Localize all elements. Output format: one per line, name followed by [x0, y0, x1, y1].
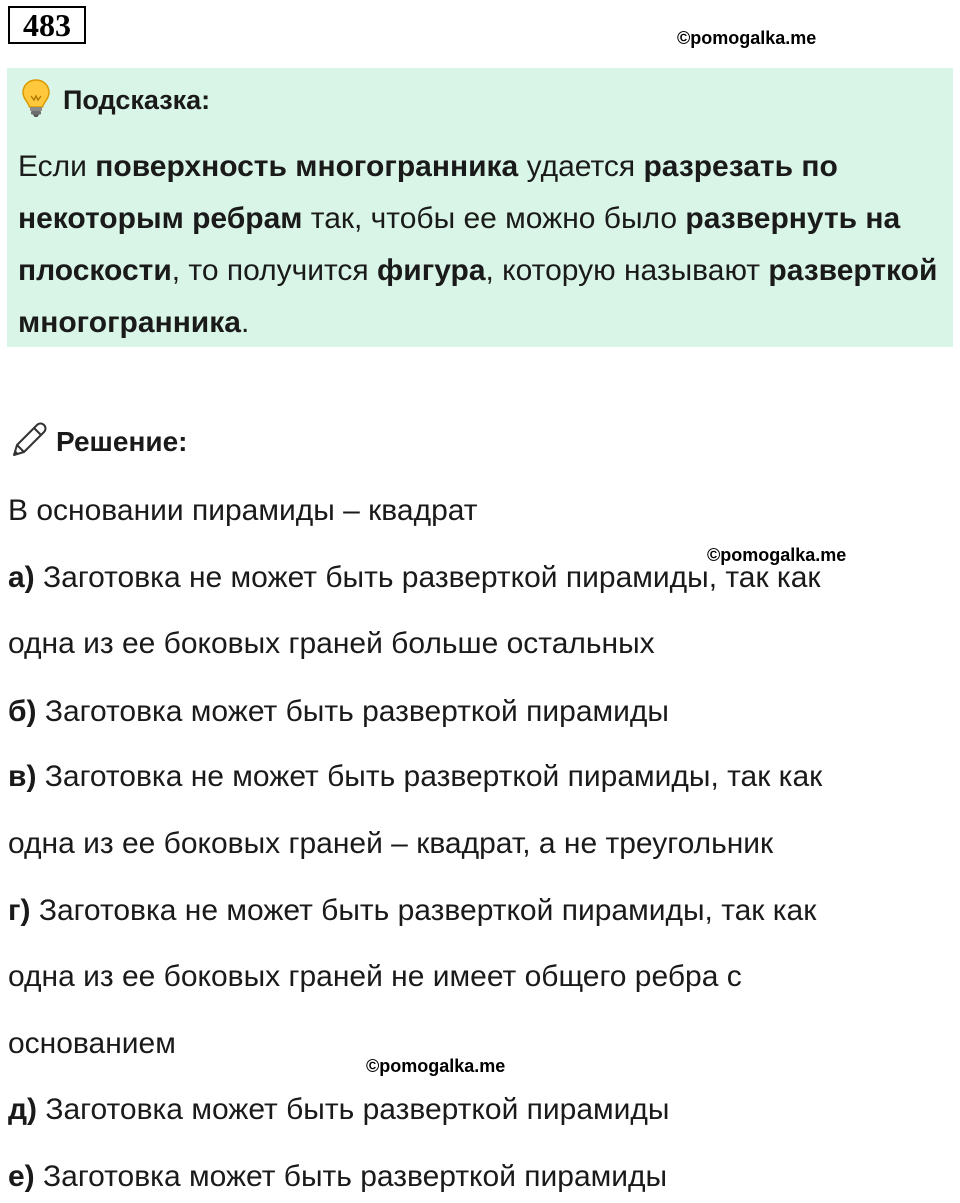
hint-text-segment: так, чтобы ее можно было — [302, 202, 686, 235]
hint-header — [21, 80, 210, 120]
item-text: Заготовка может быть разверткой пирамиды — [37, 1093, 670, 1126]
item-label: д) — [8, 1093, 38, 1126]
item-b — [8, 697, 669, 727]
item-g-line1 — [8, 896, 816, 926]
watermark: ©pomogalka.me — [707, 545, 847, 565]
hint-bold-term: разрезать по некоторым ребрам — [18, 150, 838, 235]
solution-intro: В основании пирамиды – квадрат — [8, 494, 478, 527]
item-text: Заготовка может быть разверткой пирамиды — [34, 1160, 668, 1193]
item-d — [8, 1095, 669, 1125]
hint-title: Подсказка: — [63, 84, 211, 115]
solution-title: Решение: — [56, 426, 188, 457]
hint-text-segment: удается — [518, 150, 644, 183]
hint-text-segment: . — [240, 306, 250, 339]
item-e — [8, 1162, 667, 1192]
hint-text-segment: Если — [18, 150, 96, 183]
item-g-line3: основанием — [8, 1027, 176, 1060]
item-a-line1 — [8, 563, 821, 593]
item-label: б) — [8, 695, 37, 728]
item-v-line2: одна из ее боковых граней – квадрат, а не треугольник — [8, 827, 774, 860]
hint-bold-term: поверхность многогранника — [95, 150, 519, 183]
hint-text — [18, 141, 943, 349]
pencil-icon — [8, 419, 50, 466]
solution-header — [8, 420, 187, 464]
hint-bold-term: развернуть на плоскости — [18, 202, 901, 287]
watermark: ©pomogalka.me — [366, 1056, 506, 1076]
hint-box — [7, 68, 953, 347]
item-a-line2: одна из ее боковых граней больше остальных — [8, 627, 655, 660]
item-text: Заготовка может быть разверткой пирамиды — [36, 695, 669, 728]
lightbulb-icon — [21, 78, 51, 123]
hint-bold-term: разверткой многогранника — [18, 254, 938, 339]
watermark: ©pomogalka.me — [677, 28, 817, 48]
item-label: г) — [8, 894, 31, 927]
item-label: е) — [8, 1160, 35, 1193]
item-label: в) — [8, 760, 37, 793]
item-v-line1 — [8, 762, 822, 792]
item-label: а) — [8, 561, 35, 594]
hint-text-segment: , которую называют — [485, 254, 769, 287]
hint-bold-term: фигура — [377, 254, 486, 287]
item-text: Заготовка не может быть разверткой пирамиды, так как — [30, 894, 817, 927]
item-g-line2: одна из ее боковых граней не имеет общего ребра с — [8, 960, 742, 993]
task-number: 483 — [8, 6, 86, 44]
item-text: Заготовка не может быть разверткой пирамиды, так как — [34, 561, 821, 594]
item-text: Заготовка не может быть разверткой пирамиды, так как — [36, 760, 823, 793]
hint-text-segment: , то получится — [171, 254, 378, 287]
